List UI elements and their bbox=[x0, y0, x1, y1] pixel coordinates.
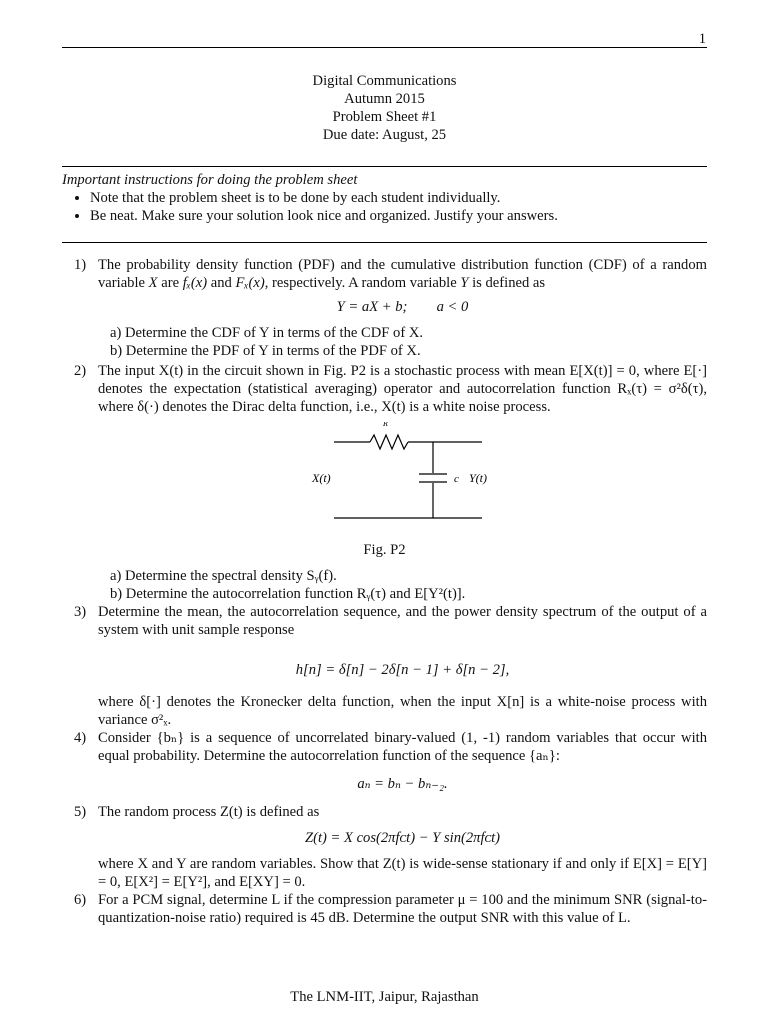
sub-part: a) Determine the spectral density Sᵧ(f). bbox=[110, 568, 337, 584]
problem-4 bbox=[62, 729, 707, 793]
problem-2 bbox=[62, 362, 707, 603]
instruction-item: • Note that the problem sheet is to be done by each student individually. bbox=[90, 189, 707, 207]
instructions-bottom-rule bbox=[62, 242, 707, 243]
problem-number: 6) bbox=[74, 892, 87, 908]
problem-text: where X and Y are random variables. Show that Z(t) is wide-sense stationary if and only if E[X] = E[Y] = 0, E[X²] = E[Y²], and E[XY] = 0. bbox=[98, 856, 707, 890]
problem-number: 1) bbox=[74, 257, 87, 273]
sub-part: b) Determine the PDF of Y in terms of the PDF of X. bbox=[110, 343, 421, 359]
problem-text: The random process Z(t) is defined as bbox=[98, 804, 320, 820]
due-date: Due date: August, 25 bbox=[322, 127, 447, 143]
sheet-title: Problem Sheet #1 bbox=[332, 109, 437, 125]
output-label: Y(t) bbox=[469, 471, 487, 485]
equation: Z(t) = X cos(2πfᴄt) − Y sin(2πfᴄt) bbox=[304, 830, 501, 846]
capacitor-label: c bbox=[454, 473, 459, 485]
top-rule bbox=[62, 47, 707, 48]
equation: Y = aX + b; a < 0 bbox=[336, 299, 469, 315]
sub-part: a) Determine the CDF of Y in terms of the CDF of X. bbox=[110, 325, 424, 341]
problem-list bbox=[62, 256, 707, 927]
instructions-section bbox=[62, 171, 707, 225]
input-label: X(t) bbox=[312, 471, 331, 485]
sub-part: b) Determine the autocorrelation function Rᵧ(τ) and E[Y²(t)]. bbox=[110, 586, 466, 602]
problem-number: 5) bbox=[74, 804, 87, 820]
circuit-svg bbox=[98, 422, 707, 526]
problem-5 bbox=[62, 803, 707, 891]
resistor-label: R bbox=[383, 422, 388, 428]
problem-number: 3) bbox=[74, 604, 87, 620]
equation: aₙ = bₙ − bₙ₋₂. bbox=[357, 776, 448, 792]
problem-text: The probability density function (PDF) and the cumulative distribution function (CDF) of a random variable X are fₓ(x) and Fₓ(x), respectively. A random variable Y is defined as bbox=[98, 257, 707, 291]
equation: h[n] = δ[n] − 2δ[n − 1] + δ[n − 2], bbox=[295, 662, 510, 678]
document-header bbox=[62, 72, 707, 144]
problem-text: Consider {bₙ} is a sequence of uncorrelated binary-valued (1, -1) random variables that occur with equal probability. Determine the autocorrelation function of the sequence {aₙ}: bbox=[98, 730, 707, 764]
instruction-item: • Be neat. Make sure your solution look nice and organized. Justify your answers. bbox=[90, 207, 707, 225]
instructions-top-rule bbox=[62, 166, 707, 167]
problem-text: The input X(t) in the circuit shown in Fig. P2 is a stochastic process with mean E[X(t)] = 0, where E[·] denotes the expectation (statistical averaging) operator and autocorrelation function Rₓ(τ) = σ²δ(τ), where δ(·) denotes the Dirac delta function, i.e., X(t) is a white noise process. bbox=[98, 363, 707, 415]
resistor bbox=[370, 435, 408, 449]
page-number: 1 bbox=[698, 31, 706, 47]
problem-text: where δ[·] denotes the Kronecker delta function, when the input X[n] is a white-noise process with variance σ²ₓ. bbox=[98, 694, 707, 728]
problem-text: Determine the mean, the autocorrelation sequence, and the power density spectrum of the output of a system with unit sample response bbox=[98, 604, 707, 638]
problem-text: For a PCM signal, determine L if the compression parameter μ = 100 and the minimum SNR (signal-to-quantization-noise ratio) required is 45 dB. Determine the output SNR with this value of L. bbox=[98, 892, 707, 926]
instructions-title: Important instructions for doing the problem sheet bbox=[62, 172, 358, 188]
instructions-list bbox=[62, 189, 707, 225]
problem-3 bbox=[62, 603, 707, 729]
sub-parts bbox=[98, 567, 707, 603]
sub-parts bbox=[98, 324, 707, 360]
rc-circuit-diagram bbox=[98, 422, 707, 531]
course-title: Digital Communications bbox=[312, 73, 457, 89]
term: Autumn 2015 bbox=[344, 91, 425, 107]
page-footer: The LNM-IIT, Jaipur, Rajasthan bbox=[290, 989, 479, 1005]
problem-6 bbox=[62, 891, 707, 927]
problem-number: 4) bbox=[74, 730, 87, 746]
figure-caption: Fig. P2 bbox=[363, 542, 406, 558]
problem-1 bbox=[62, 256, 707, 360]
problem-number: 2) bbox=[74, 363, 87, 379]
